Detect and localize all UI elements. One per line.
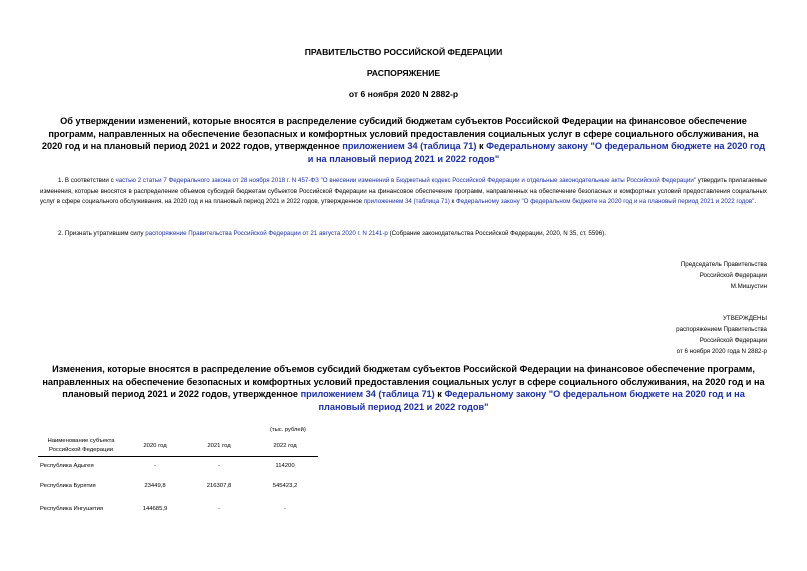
p1-link-federal-law[interactable]: Федеральному закону "О федеральном бюджете на 2020 год и на плановый период 2021 и 2022 годов" (455, 198, 755, 205)
cell-2021: - (218, 463, 220, 470)
table-row (38, 476, 318, 497)
p1-link-law-457[interactable]: частью 2 статьи 7 Федерального закона от 28 ноября 2018 г. N 457-ФЗ "О внесении изменений в Бюджетный кодекс Российской Федерации и отдельные законодательные акты Российской Федерации" (115, 177, 697, 184)
changes-title-text: Изменения, которые вносятся в распределение объемов субсидий бюджетам субъектов Российской Федерации на финансовое обеспечение программ, направленных на обеспечение безопасных и комфортных условий предоставления социальных услуг в сфере социального обслуживания, на 2020 год и на плановый период 2021 и 2022 годов, утвержденное (42, 364, 765, 399)
header-2021: 2021 год (186, 436, 252, 457)
document-title (40, 115, 767, 165)
table-row (38, 457, 318, 476)
signature-country: Российской Федерации (699, 272, 767, 279)
header-2022: 2022 год (252, 436, 318, 457)
table-header-row (38, 436, 318, 457)
cell-2022: 545423,2 (272, 483, 298, 489)
approval-by: распоряжением Правительства (676, 326, 767, 333)
table-row (38, 497, 318, 521)
changes-title-link-appendix[interactable]: приложением 34 (таблица 71) (300, 389, 435, 399)
approval-country: Российской Федерации (699, 337, 767, 344)
title-link-federal-law[interactable]: Федеральному закону "О федеральном бюджете на 2020 год и на плановый период 2021 и 2022 годов" (307, 141, 766, 164)
p1-text-3: к (449, 198, 456, 205)
cell-region: Республика Ингушетия (40, 505, 104, 512)
table-unit: (тыс. рублей) (270, 427, 306, 433)
cell-2020: 144685,9 (142, 505, 168, 512)
signature-position: Председатель Правительства (680, 261, 767, 268)
government-title: ПРАВИТЕЛЬСТВО РОССИЙСКОЙ ФЕДЕРАЦИИ (304, 47, 503, 57)
p2-link-order-2141[interactable]: распоряжение Правительства Российской Федерации от 21 августа 2020 г. N 2141-р (145, 230, 388, 237)
paragraph-1 (40, 176, 767, 208)
changes-title-link-federal-law[interactable]: Федеральному закону "О федеральном бюджете на 2020 год и на плановый период 2021 и 2022 годов" (318, 389, 745, 412)
cell-2021: 216307,8 (206, 483, 232, 489)
approval-date: от 6 ноября 2020 года N 2882-р (676, 348, 767, 355)
approval-block (676, 313, 767, 357)
changes-title-text-2: к (434, 389, 445, 399)
title-text: Об утверждении изменений, которые вносятся в распределение субсидий бюджетам субъектов Российской Федерации на финансовое обеспечение программ, направленных на обеспечение безопасных и комфортных условий предоставления социальных услуг в сфере социального обслуживания, на 2020 год и на плановый период 2021 и 2022 годов, утвержденное (41, 116, 759, 151)
cell-2020: - (154, 463, 156, 470)
p1-text-1: 1. В соответствии с (58, 177, 116, 184)
document-date-number: от 6 ноября 2020 N 2882-р (348, 89, 459, 99)
header-2020: 2020 год (124, 436, 186, 457)
cell-region: Республика Бурятия (40, 483, 96, 489)
header-region: Наименование субъекта Российской Федерации (38, 436, 124, 457)
cell-2020: 23449,8 (144, 483, 166, 489)
approval-status: УТВЕРЖДЕНЫ (723, 315, 767, 322)
cell-2021: - (218, 505, 220, 512)
document-type: РАСПОРЯЖЕНИЕ (366, 68, 441, 78)
subsidies-table (38, 436, 318, 521)
title-link-appendix[interactable]: приложением 34 (таблица 71) (342, 141, 477, 151)
p1-text-2: утвердить прилагаемые изменения, которые вносятся в распределение объемов субсидий бюджетам субъектов Российской Федерации на финансовое обеспечение программ, направленных на обеспечение безопасных и комфортных условий предоставления социальных услуг в сфере социального обслуживания, на 2020 год и на плановый период 2021 и 2022 годов, утвержденное (40, 177, 767, 205)
signature-name: М.Мишустин (730, 283, 767, 290)
cell-2022: - (284, 505, 286, 512)
p2-text-2: (Собрание законодательства Российской Федерации, 2020, N 35, ст. 5596). (387, 230, 606, 237)
p1-text-4: . (754, 198, 757, 205)
cell-region: Республика Адыгея (40, 463, 94, 470)
paragraph-2 (40, 229, 767, 240)
signature-block (681, 259, 767, 292)
cell-2022: 114200 (275, 463, 295, 470)
changes-title (40, 363, 767, 413)
p1-link-appendix[interactable]: приложением 34 (таблица 71) (363, 198, 450, 205)
p2-text-1: 2. Признать утратившим силу (58, 230, 146, 237)
title-text-2: к (476, 141, 487, 151)
